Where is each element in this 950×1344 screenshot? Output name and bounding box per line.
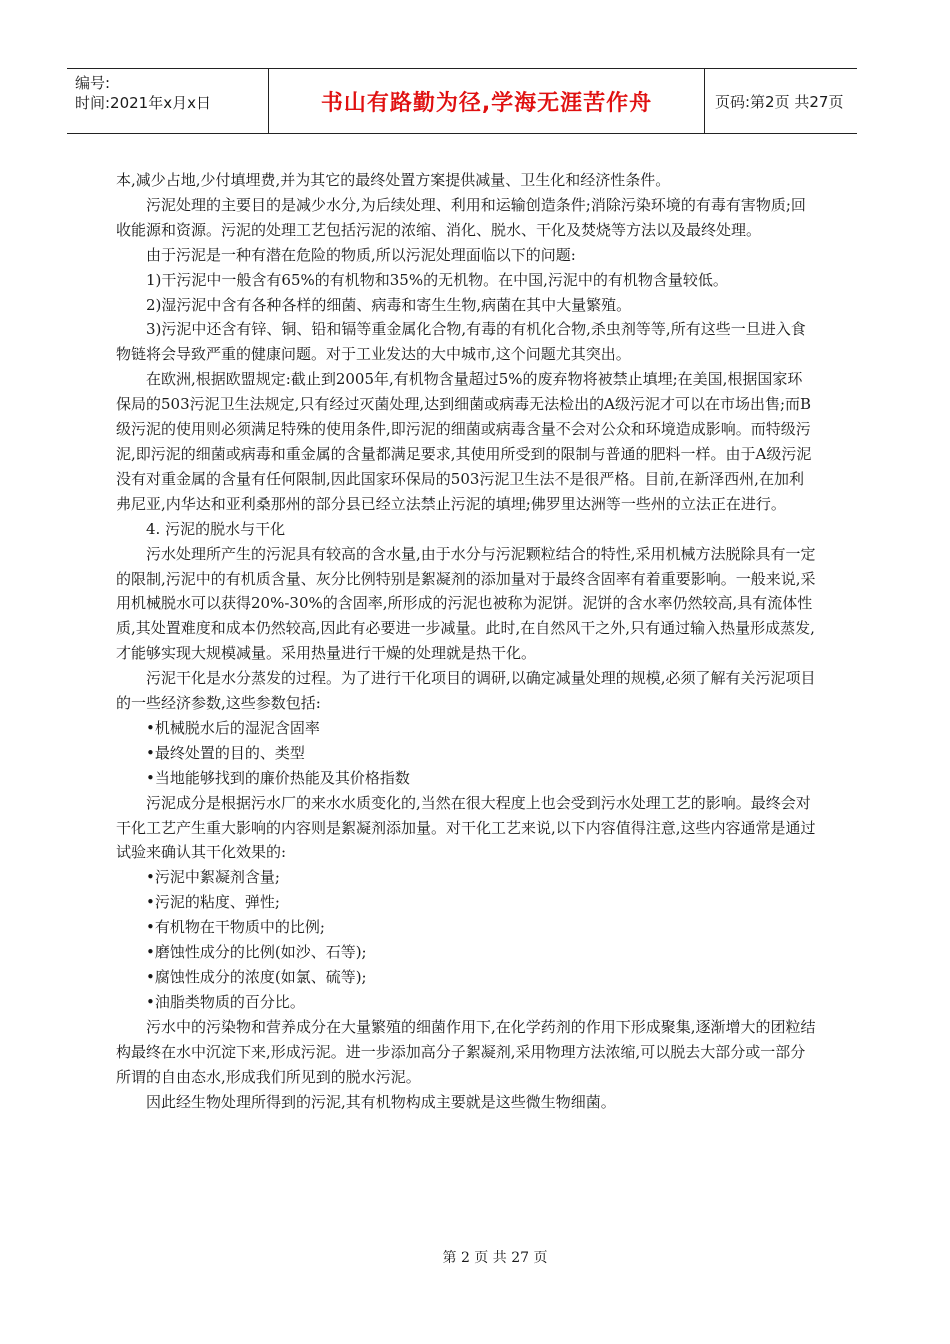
bullet-item: •污泥的粘度、弹性; (146, 893, 280, 912)
bullet-item: •腐蚀性成分的浓度(如氯、硫等); (146, 968, 367, 986)
bullet-item: •油脂类物质的百分比。 (146, 992, 305, 1011)
paragraph: 本,减少占地,少付填埋费,并为其它的最终处置方案提供减量、卫生化和经济性条件。 (116, 171, 671, 189)
page-header (67, 68, 857, 134)
bullet-item: •最终处置的目的、类型 (146, 743, 305, 762)
bullet-item: •磨蚀性成分的比例(如沙、石等); (146, 943, 367, 962)
bullet-item: •当地能够找到的廉价热能及其价格指数 (146, 768, 410, 787)
list-item: 3)污泥中还含有锌、铜、铅和镉等重金属化合物,有毒的有机化合物,杀虫剂等等,所有这些一旦进入食物链将会导致严重的健康问题。对于工业发达的大中城市,这个问题尤其突出。 (116, 320, 806, 364)
paragraph: 污水中的污染物和营养成分在大量繁殖的细菌作用下,在化学药剂的作用下形成聚集,逐渐增大的团粒结构最终在水中沉淀下来,形成污泥。进一步添加高分子絮凝剂,采用物理方法浓缩,可以脱去大部分或一部分所谓的自由态水,形成我们所见到的脱水污泥。 (116, 1017, 816, 1086)
list-item: 1)干污泥中一般含有65%的有机物和35%的无机物。在中国,污泥中的有机物含量较低。 (146, 270, 728, 289)
paragraph: 污水处理所产生的污泥具有较高的含水量,由于水分与污泥颗粒结合的特性,采用机械方法脱除具有一定的限制,污泥中的有机质含量、灰分比例特别是絮凝剂的添加量对于最终含固率有着重要影响。一般来说,采用机械脱水可以获得20%-30%的含固率,所形成的污泥也被称为泥饼。泥饼的含水率仍然较高,具有流体性质,其处置难度和成本仍然较高,因此有必要进一步减量。此时,在自然风干之外,只有通过输入热量形成蒸发,才能够实现大规模减量。采用热量进行干燥的处理就是热干化。 (116, 544, 816, 663)
paragraph: 污泥成分是根据污水厂的来水水质变化的,当然在很大程度上也会受到污水处理工艺的影响。最终会对干化工艺产生重大影响的内容则是絮凝剂添加量。对干化工艺来说,以下内容值得注意,这些内容通常是通过试验来确认其干化效果的: (116, 793, 816, 862)
header-page-number: 页码:第2页 共27页 (715, 92, 844, 111)
paragraph: 污泥干化是水分蒸发的过程。为了进行干化项目的调研,以确定减量处理的规模,必须了解有关污泥项目的一些经济参数,这些参数包括: (116, 669, 816, 713)
header-meta (67, 69, 268, 133)
list-item: 2)湿污泥中含有各种各样的细菌、病毒和寄生生物,病菌在其中大量繁殖。 (146, 295, 632, 314)
paragraph: 污泥处理的主要目的是减少水分,为后续处理、利用和运输创造条件;消除污染环境的有毒有害物质;回收能源和资源。污泥的处理工艺包括污泥的浓缩、消化、脱水、干化及焚烧等方法以及最终处理。 (116, 195, 806, 239)
document-number-label: 编号: (75, 74, 111, 92)
bullet-item: •机械脱水后的湿泥含固率 (146, 718, 320, 737)
document-time-label: 时间:2021年x月x日 (75, 94, 211, 112)
header-motto: 书山有路勤为径,学海无涯苦作舟 (268, 69, 705, 133)
paragraph: 在欧洲,根据欧盟规定:截止到2005年,有机物含量超过5%的废弃物将被禁止填埋;在美国,根据国家环保局的503污泥卫生法规定,只有经过灭菌处理,达到细菌或病毒无法检出的A级污泥才可以在市场出售;而B级污泥的使用则必须满足特殊的使用条件,即污泥的细菌或病毒含量不会对公众和环境造成影响。而特级污泥,即污泥的细菌或病毒和重金属的含量都满足要求,其使用所受到的限制与普通的肥料一样。由于A级污泥没有对重金属的含量有任何限制,因此国家环保局的503污泥卫生法不是很严格。目前,在新泽西州,在加利弗尼亚,内华达和亚利桑那州的部分县已经立法禁止污泥的填埋;佛罗里达洲等一些州的立法正在进行。 (116, 370, 812, 513)
paragraph: 由于污泥是一种有潜在危险的物质,所以污泥处理面临以下的问题: (146, 245, 576, 264)
paragraph: 因此经生物处理所得到的污泥,其有机物构成主要就是这些微生物细菌。 (146, 1092, 616, 1111)
bullet-item: •有机物在干物质中的比例; (146, 918, 325, 937)
section-heading: 4. 污泥的脱水与干化 (146, 519, 286, 538)
bullet-item: •污泥中絮凝剂含量; (146, 868, 280, 887)
document-body (116, 168, 816, 1114)
page-footer: 第 2 页 共 27 页 (442, 1250, 548, 1266)
